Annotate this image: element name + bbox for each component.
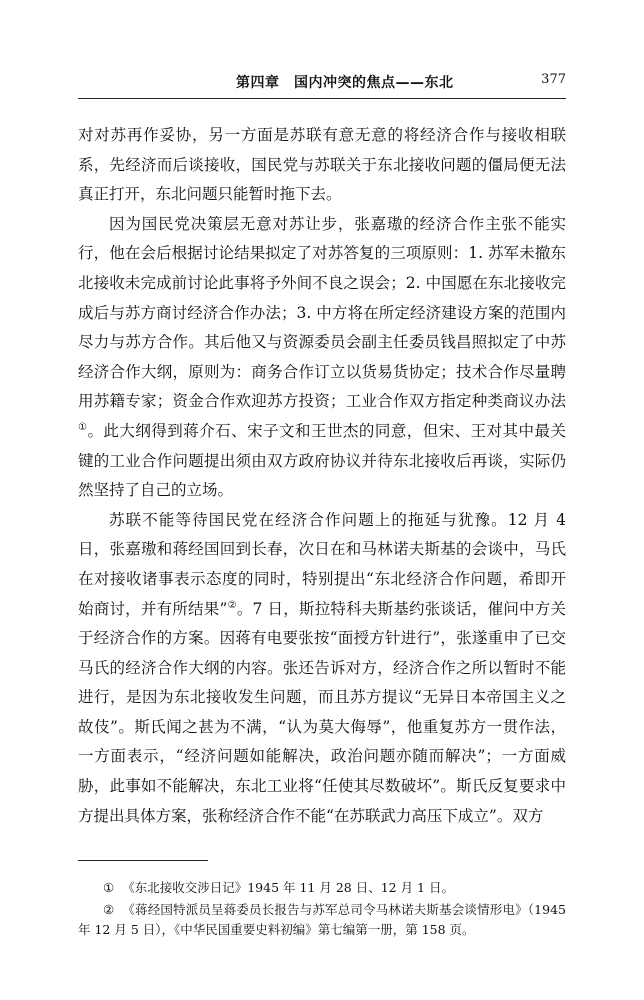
page-number: 377 (541, 72, 566, 87)
paragraph-1: 对对苏再作妥协，另一方面是苏联有意无意的将经济合作与接收相联系，先经济而后谈接收，国民党与苏联关于东北接收问题的僵局便无法真正打开，东北问题只能暂时拖下去。 (78, 126, 566, 204)
paragraph-3 (78, 506, 566, 832)
paragraph-3-text-a: 苏联不能等待国民党在经济合作问题上的拖延与犹豫。12 月 4 日，张嘉璈和蒋经国回到长春，次日在和马林诺夫斯基的会谈中，马氏在对接收诸事表示态度的同时，特别提出“东北经济合作问题，希即开始商讨，并有所结果” (78, 510, 566, 618)
paragraph-2-text-b: 。此大纲得到蒋介石、宋子文和王世杰的同意，但宋、王对其中最关键的工业合作问题提出须由双方政府协议并待东北接收后再谈，实际仍然坚持了自己的立场。 (78, 421, 566, 500)
footnote-divider (78, 860, 208, 861)
footnote-2 (78, 900, 566, 940)
body-text (78, 121, 566, 831)
footnote-1-mark: ① (103, 880, 115, 895)
footnote-1 (78, 878, 566, 898)
footnote-1-text: 《东北接收交涉日记》1945 年 11 月 28 日、12 月 1 日。 (122, 880, 454, 895)
running-header (78, 58, 566, 99)
paragraph-2-text-a: 因为国民党决策层无意对苏让步，张嘉璈的经济合作主张不能实行，他在会后根据讨论结果拟定了对苏答复的三项原则：1. 苏军未撤东北接收未完成前讨论此事将予外间不良之误会；2. 中国愿在东北接收完成后与苏方商讨经济合作办法；3. 中方将在所定经济建设方案的范围内尽力与苏方合作。其后他又与资源委员会副主任委员钱昌照拟定了中苏经济合作大纲，原则为：商务合作订立以货易货协定；技术合作尽量聘用苏籍专家；资金合作欢迎苏方投资；工业合作双方指定种类商议办法 (78, 214, 566, 411)
footnote-ref-2: ② (227, 599, 237, 611)
paragraph-2 (78, 210, 566, 506)
footnotes (78, 878, 566, 942)
footnote-2-mark: ② (103, 902, 115, 917)
paragraph-3-text-b: 。7 日，斯拉特科夫斯基约张谈话，催问中方关于经济合作的方案。因蒋有电要张按“面授方针进行”，张遂重申了已交马氏的经济合作大纲的内容。张还告诉对方，经济合作之所以暂时不能进行，是因为东北接收发生问题，而且苏方提议“无异日本帝国主义之故伎”。斯氏闻之甚为不满，“认为莫大侮辱”，他重复苏方一贯作法，一方面表示，“经济问题如能解决，政治问题亦随而解决”；一方面威胁，此事如不能解决，东北工业将“任使其尽数破坏”。斯氏反复要求中方提出具体方案，张称经济合作不能“在苏联武力高压下成立”。双方 (78, 599, 566, 825)
footnote-2-text: 《蒋经国特派员呈蒋委员长报告与苏军总司令马林诺夫斯基会谈情形电》（1945 年 12 月 5 日），《中华民国重要史料初编》第七编第一册，第 158 页。 (78, 902, 566, 937)
chapter-title: 第四章 国内冲突的焦点——东北 (236, 75, 454, 91)
footnote-ref-1: ① (78, 421, 88, 433)
